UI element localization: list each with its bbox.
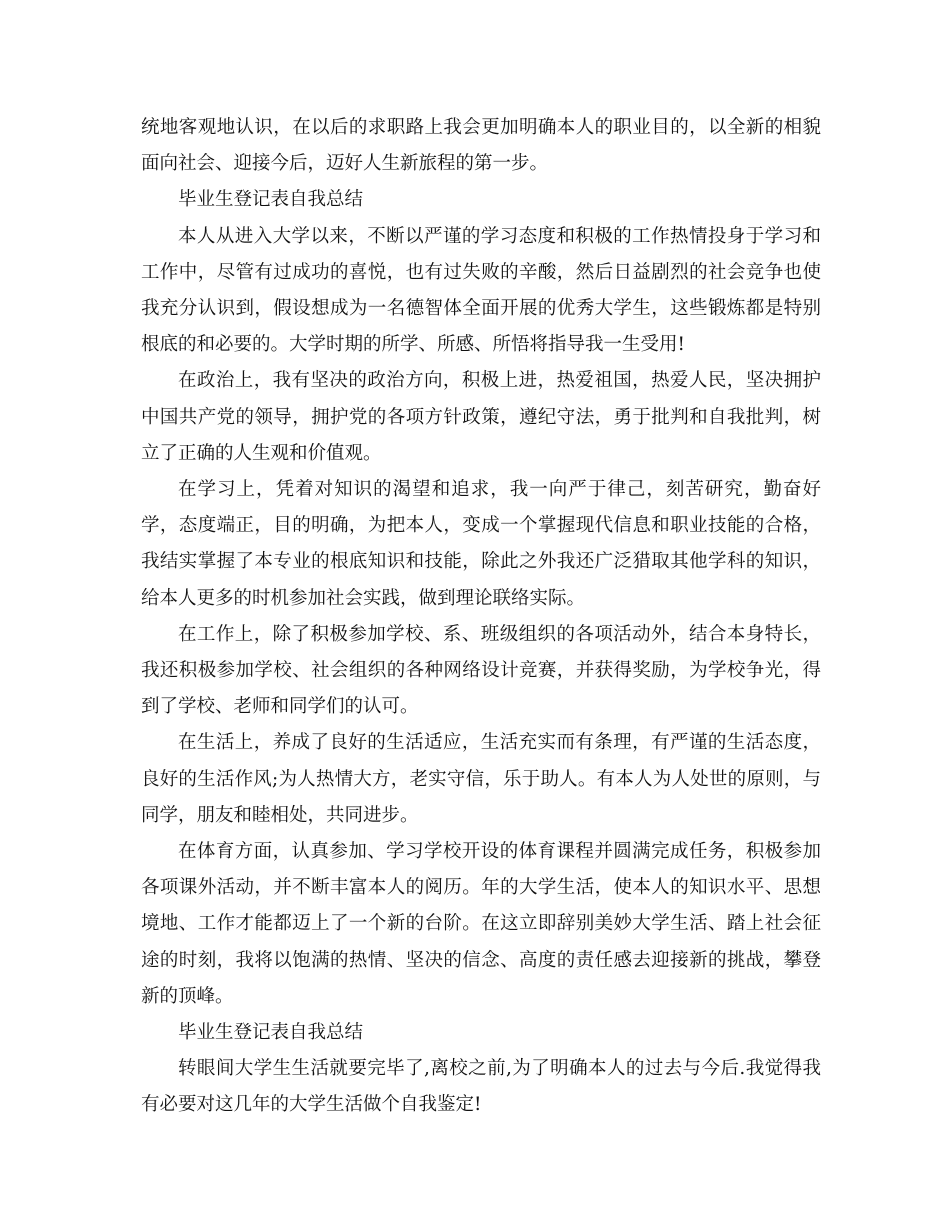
section-heading: 毕业生登记表自我总结 <box>178 1022 364 1044</box>
paragraph-work: 在工作上，除了积极参加学校、系、班级组织的各项活动外，结合本身特长，我还积极参加学校、社会组织的各种网络设计竞赛，并获得奖励，为学校争光，得到了学校、老师和同学们的认可。 <box>141 623 821 718</box>
paragraph-life: 在生活上，养成了良好的生活适应，生活充实而有条理，有严谨的生活态度，良好的生活作风;为人热情大方，老实守信，乐于助人。有本人为人处世的原则，与同学，朋友和睦相处，共同进步。 <box>141 732 821 826</box>
paragraph-sports: 在体育方面，认真参加、学习学校开设的体育课程并圆满完成任务，积极参加各项课外活动，并不断丰富本人的阅历。年的大学生活，使本人的知识水平、思想境地、工作才能都迈上了一个新的台阶。在这立即辞别美妙大学生活、踏上社会征途的时刻，我将以饱满的热情、坚决的信念、高度的责任感去迎接新的挑战，攀登新的顶峰。 <box>141 841 821 1007</box>
paragraph-politics: 在政治上，我有坚决的政治方向，积极上进，热爱祖国，热爱人民，坚决拥护中国共产党的领导，拥护党的各项方针政策，遵纪守法，勇于批判和自我批判，树立了正确的人生观和价值观。 <box>141 370 821 464</box>
section-heading: 毕业生登记表自我总结 <box>178 189 364 211</box>
document-body <box>141 110 821 1124</box>
paragraph-intro: 本人从进入大学以来，不断以严谨的学习态度和积极的工作热情投身于学习和工作中，尽管有过成功的喜悦，也有过失败的辛酸，然后日益剧烈的社会竞争也使我充分认识到，假设想成为一名德智体全面开展的优秀大学生，这些锻炼都是特别根底的和必要的。大学时期的所学、所感、所悟将指导我一生受用! <box>141 225 821 356</box>
paragraph-study: 在学习上，凭着对知识的渴望和追求，我一向严于律己，刻苦研究，勤奋好学，态度端正，目的明确，为把本人，变成一个掌握现代信息和职业技能的合格，我结实掌握了本专业的根底知识和技能，除此之外我还广泛猎取其他学科的知识，给本人更多的时机参加社会实践，做到理论联络实际。 <box>141 479 821 609</box>
paragraph-closing: 转眼间大学生生活就要完毕了,离校之前,为了明确本人的过去与今后.我觉得我有必要对这几年的大学生活做个自我鉴定! <box>141 1058 821 1116</box>
paragraph-continued: 统地客观地认识，在以后的求职路上我会更加明确本人的职业目的，以全新的相貌面向社会、迎接今后，迈好人生新旅程的第一步。 <box>141 117 821 175</box>
